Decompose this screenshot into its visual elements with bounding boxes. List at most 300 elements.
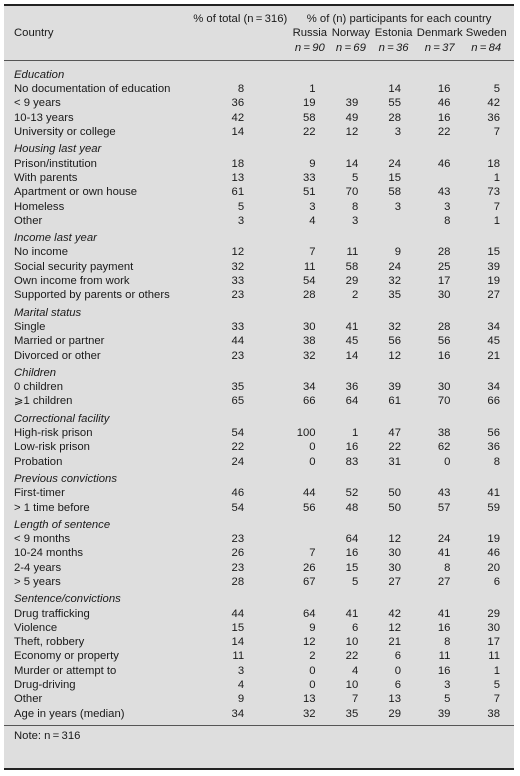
row-value: 56 xyxy=(437,335,451,348)
country-column-header xyxy=(4,6,170,26)
demographics-table xyxy=(4,6,514,743)
section-heading: Marital status xyxy=(14,306,82,319)
section-heading-row xyxy=(4,515,514,532)
row-value: 46 xyxy=(231,487,245,500)
row-value: 51 xyxy=(302,186,316,199)
row-value: 13 xyxy=(388,693,401,706)
section-heading: Correctional facility xyxy=(14,412,110,425)
row-value: 13 xyxy=(231,171,245,184)
row-label: Homeless xyxy=(14,200,65,213)
row-value: 22 xyxy=(231,441,245,454)
row-value: 5 xyxy=(351,171,359,184)
row-label: Drug trafficking xyxy=(14,607,90,620)
row-value: 42 xyxy=(388,607,401,620)
row-value: 55 xyxy=(388,97,401,110)
row-value: 27 xyxy=(487,289,500,302)
row-label: Violence xyxy=(14,621,58,634)
row-value: 64 xyxy=(345,533,359,546)
country-n-sweden: n = 84 xyxy=(464,41,514,61)
header-row-n xyxy=(4,41,514,61)
country-name-norway: Norway xyxy=(331,27,371,40)
row-value: 14 xyxy=(231,636,245,649)
row-value: 39 xyxy=(345,97,359,110)
row-value: 16 xyxy=(437,664,451,677)
row-value: 28 xyxy=(302,289,316,302)
table-row xyxy=(4,185,514,199)
row-value: 39 xyxy=(415,707,464,726)
row-value: 11 xyxy=(346,246,359,259)
row-value: 0 xyxy=(309,441,316,454)
row-value: 12 xyxy=(388,533,401,546)
table-row xyxy=(4,349,514,363)
table-row xyxy=(4,501,514,515)
row-value: 5 xyxy=(237,200,245,213)
total-column-header: % of total (n = 316) xyxy=(193,13,288,25)
row-label: Economy or property xyxy=(14,650,119,663)
row-value: 1 xyxy=(351,427,359,440)
row-value: 3 xyxy=(444,200,451,213)
row-value: 50 xyxy=(388,487,401,500)
row-value: 3 xyxy=(394,126,401,139)
row-value: 11 xyxy=(438,650,451,663)
row-value: 17 xyxy=(437,275,451,288)
row-value xyxy=(290,532,329,546)
row-value: 4 xyxy=(237,679,245,692)
row-value: 49 xyxy=(345,111,359,124)
row-value: 8 xyxy=(237,83,245,96)
section-heading-row xyxy=(4,469,514,486)
row-value: 22 xyxy=(345,650,359,663)
row-label: Supported by parents or others xyxy=(14,289,170,302)
row-value: 56 xyxy=(388,335,401,348)
row-value: 6 xyxy=(493,575,500,588)
row-value: 12 xyxy=(302,636,316,649)
table-row xyxy=(4,111,514,125)
row-value: 30 xyxy=(437,289,451,302)
row-value: 70 xyxy=(345,186,359,199)
section-heading: Previous convictions xyxy=(14,472,117,485)
table-row xyxy=(4,334,514,348)
row-value: 0 xyxy=(394,664,401,677)
row-value: 8 xyxy=(444,561,451,574)
row-value: 58 xyxy=(388,186,401,199)
row-value: 9 xyxy=(394,246,401,259)
row-value: 57 xyxy=(437,501,451,514)
row-value: 5 xyxy=(493,679,500,692)
row-value: 28 xyxy=(231,575,245,588)
row-label: Single xyxy=(14,320,46,333)
row-label: No income xyxy=(14,246,68,259)
row-value: 15 xyxy=(487,246,500,259)
table-row xyxy=(4,214,514,228)
row-value: 35 xyxy=(388,289,401,302)
table-row xyxy=(4,157,514,171)
table-row xyxy=(4,96,514,110)
row-value: 3 xyxy=(309,200,316,213)
row-value: 22 xyxy=(302,126,316,139)
row-value: 15 xyxy=(231,621,245,634)
row-value xyxy=(415,171,464,185)
row-value: 30 xyxy=(302,320,316,333)
section-heading: Income last year xyxy=(14,232,97,245)
row-value: 12 xyxy=(388,621,401,634)
row-value: 15 xyxy=(388,171,401,184)
row-value: 13 xyxy=(302,693,316,706)
row-value: 11 xyxy=(488,650,500,663)
section-heading: Education xyxy=(14,68,65,81)
row-value: 9 xyxy=(237,693,245,706)
row-label: 10-24 months xyxy=(14,547,84,560)
row-value: 48 xyxy=(345,501,359,514)
table-row xyxy=(4,707,514,726)
row-label: Own income from work xyxy=(14,275,130,288)
row-value: 50 xyxy=(388,501,401,514)
row-value: 44 xyxy=(231,607,245,620)
table-row xyxy=(4,200,514,214)
row-value xyxy=(372,214,415,228)
row-value: 32 xyxy=(231,260,245,273)
row-value: 0 xyxy=(309,664,316,677)
country-n-norway: n = 69 xyxy=(330,41,373,61)
row-value: 25 xyxy=(437,260,451,273)
table-row xyxy=(4,455,514,469)
row-value: 12 xyxy=(231,246,245,259)
row-value: 16 xyxy=(437,621,451,634)
row-value: 30 xyxy=(388,547,401,560)
row-value: 66 xyxy=(487,395,500,408)
row-value: 3 xyxy=(444,679,451,692)
row-label: Probation xyxy=(14,455,63,468)
row-value: 24 xyxy=(231,455,245,468)
row-value: 27 xyxy=(388,575,401,588)
row-value: 5 xyxy=(444,693,451,706)
row-value: 7 xyxy=(309,246,316,259)
row-value: 1 xyxy=(309,83,316,96)
row-value: 16 xyxy=(437,349,451,362)
row-value: 70 xyxy=(437,395,451,408)
row-value: 64 xyxy=(345,395,359,408)
row-value: 14 xyxy=(388,83,401,96)
row-value: 73 xyxy=(487,186,500,199)
row-label: 2-4 years xyxy=(14,561,62,574)
row-value: 46 xyxy=(437,157,451,170)
row-value: 36 xyxy=(231,97,245,110)
row-label: University or college xyxy=(14,126,116,139)
row-value: 0 xyxy=(309,679,316,692)
row-value: 39 xyxy=(388,381,401,394)
table-row xyxy=(4,394,514,408)
row-label: Theft, robbery xyxy=(14,636,85,649)
row-value: 64 xyxy=(302,607,316,620)
row-value: 32 xyxy=(388,275,401,288)
table-row xyxy=(4,245,514,259)
table-row xyxy=(4,649,514,663)
section-heading-row xyxy=(4,228,514,245)
row-value: 34 xyxy=(487,381,500,394)
row-value: 43 xyxy=(437,487,451,500)
country-name-sweden: Sweden xyxy=(465,27,507,40)
row-value: 19 xyxy=(487,533,500,546)
row-value: 11 xyxy=(232,650,245,663)
row-value: 7 xyxy=(351,693,359,706)
section-heading-row xyxy=(4,409,514,426)
table-row xyxy=(4,678,514,692)
table-row xyxy=(4,575,514,589)
row-value: 61 xyxy=(231,186,245,199)
country-name-denmark: Denmark xyxy=(416,27,463,40)
row-label: Drug-driving xyxy=(14,679,76,692)
row-value: 54 xyxy=(302,275,316,288)
row-value: 24 xyxy=(437,533,451,546)
row-label: > 1 time before xyxy=(14,501,90,514)
row-value: 38 xyxy=(437,427,451,440)
row-value: 9 xyxy=(309,621,316,634)
row-label: Social security payment xyxy=(14,260,134,273)
row-value: 21 xyxy=(388,636,401,649)
row-value: 19 xyxy=(302,97,316,110)
row-value: 0 xyxy=(309,455,316,468)
row-value: 66 xyxy=(302,395,316,408)
row-value: 7 xyxy=(493,126,500,139)
table-row xyxy=(4,320,514,334)
row-value: 19 xyxy=(487,275,500,288)
row-value: 35 xyxy=(330,707,373,726)
row-value: 45 xyxy=(345,335,359,348)
table-row xyxy=(4,621,514,635)
countries-group-header: % of (n) participants for each country xyxy=(306,13,492,25)
row-value: 65 xyxy=(231,395,245,408)
row-label: 0 children xyxy=(14,381,63,394)
table-row xyxy=(4,635,514,649)
row-value: 26 xyxy=(231,547,245,560)
row-value: 44 xyxy=(302,487,316,500)
row-value: 6 xyxy=(394,679,401,692)
row-value: 32 xyxy=(302,349,316,362)
row-value: 0 xyxy=(444,455,451,468)
row-value: 29 xyxy=(487,607,500,620)
section-heading-row xyxy=(4,60,514,82)
section-heading: Length of sentence xyxy=(14,518,111,531)
section-heading: Sentence/convictions xyxy=(14,593,121,606)
table-row xyxy=(4,546,514,560)
row-value: 54 xyxy=(231,501,245,514)
row-value: 6 xyxy=(394,650,401,663)
row-value: 18 xyxy=(231,157,245,170)
row-value: 17 xyxy=(487,636,500,649)
row-value: 26 xyxy=(302,561,316,574)
row-value: 9 xyxy=(309,157,316,170)
table-row xyxy=(4,288,514,302)
row-value: 41 xyxy=(487,487,500,500)
header-row-1 xyxy=(4,6,514,26)
row-value: 83 xyxy=(345,455,359,468)
row-value: 28 xyxy=(437,320,451,333)
section-heading-row xyxy=(4,139,514,156)
row-label: < 9 years xyxy=(14,97,61,110)
row-value: 10 xyxy=(345,679,359,692)
row-value: 52 xyxy=(345,487,359,500)
row-value: 28 xyxy=(388,111,401,124)
row-value: 33 xyxy=(302,171,316,184)
section-heading-row xyxy=(4,363,514,380)
row-value: 36 xyxy=(487,441,500,454)
row-value: 38 xyxy=(302,335,316,348)
row-value: 8 xyxy=(444,214,451,227)
row-value: 14 xyxy=(231,126,245,139)
row-value: 46 xyxy=(487,547,500,560)
row-value: 30 xyxy=(388,561,401,574)
row-value: 41 xyxy=(345,320,359,333)
row-value: 20 xyxy=(487,561,500,574)
row-value: 11 xyxy=(303,260,316,273)
row-value: 24 xyxy=(388,157,401,170)
row-value: 58 xyxy=(345,260,359,273)
demographics-table-panel xyxy=(4,4,514,770)
row-value: 32 xyxy=(290,707,329,726)
row-value: 58 xyxy=(302,111,316,124)
row-value: 29 xyxy=(372,707,415,726)
row-value: 7 xyxy=(493,693,500,706)
note-row xyxy=(4,725,514,743)
row-value: 12 xyxy=(388,349,401,362)
row-value: 59 xyxy=(487,501,500,514)
row-value: 2 xyxy=(351,289,359,302)
row-label: Low-risk prison xyxy=(14,441,90,454)
row-value: 16 xyxy=(345,547,359,560)
table-row xyxy=(4,82,514,96)
row-value: 42 xyxy=(487,97,500,110)
row-value: 23 xyxy=(231,349,245,362)
row-value: 38 xyxy=(464,707,514,726)
table-row xyxy=(4,607,514,621)
row-value: 67 xyxy=(302,575,316,588)
row-value: 3 xyxy=(237,664,245,677)
row-value: 5 xyxy=(493,83,500,96)
row-value: 43 xyxy=(437,186,451,199)
row-value: 12 xyxy=(345,126,359,139)
row-value: 15 xyxy=(345,561,359,574)
row-label: Other xyxy=(14,214,43,227)
row-value: 1 xyxy=(493,664,500,677)
row-value: 30 xyxy=(437,381,451,394)
table-row xyxy=(4,125,514,139)
row-value: 6 xyxy=(351,621,359,634)
row-value: 46 xyxy=(437,97,451,110)
row-value: 56 xyxy=(302,501,316,514)
row-value xyxy=(330,82,373,96)
section-heading: Children xyxy=(14,366,57,379)
row-value: 34 xyxy=(302,381,316,394)
row-value: 27 xyxy=(437,575,451,588)
row-value: 44 xyxy=(231,335,245,348)
table-row xyxy=(4,274,514,288)
row-value: 61 xyxy=(388,395,401,408)
row-label: First-timer xyxy=(14,487,65,500)
row-value: 41 xyxy=(345,607,359,620)
table-row xyxy=(4,440,514,454)
row-value: 21 xyxy=(487,349,500,362)
row-label: Married or partner xyxy=(14,335,105,348)
row-value: 1 xyxy=(493,214,500,227)
row-value: 28 xyxy=(437,246,451,259)
row-label: ⩾1 children xyxy=(14,395,73,408)
row-value: 18 xyxy=(487,157,500,170)
row-value: 14 xyxy=(345,157,359,170)
row-value: 4 xyxy=(351,664,359,677)
row-value: 8 xyxy=(444,636,451,649)
table-row xyxy=(4,171,514,185)
country-n-russia: n = 90 xyxy=(290,41,329,61)
row-value: 100 xyxy=(296,427,316,440)
table-row xyxy=(4,664,514,678)
row-value: 30 xyxy=(487,621,500,634)
row-value: 24 xyxy=(388,260,401,273)
row-value: 7 xyxy=(309,547,316,560)
country-n-denmark: n = 37 xyxy=(415,41,464,61)
table-row xyxy=(4,692,514,706)
section-heading: Housing last year xyxy=(14,143,102,156)
row-label: > 5 years xyxy=(14,575,61,588)
row-value: 23 xyxy=(231,533,245,546)
row-value: 62 xyxy=(437,441,451,454)
country-n-estonia: n = 36 xyxy=(372,41,415,61)
table-row xyxy=(4,380,514,394)
row-value: 8 xyxy=(493,455,500,468)
row-value: 10 xyxy=(345,636,359,649)
row-value: 33 xyxy=(231,275,245,288)
table-row xyxy=(4,260,514,274)
row-value: 47 xyxy=(388,427,401,440)
row-value: 22 xyxy=(388,441,401,454)
row-value: 23 xyxy=(231,289,245,302)
row-label: Other xyxy=(14,693,43,706)
table-row xyxy=(4,532,514,546)
row-value: 16 xyxy=(345,441,359,454)
row-value: 32 xyxy=(388,320,401,333)
row-value: 54 xyxy=(231,427,245,440)
row-value: 39 xyxy=(487,260,500,273)
table-row xyxy=(4,561,514,575)
row-label: Prison/institution xyxy=(14,157,97,170)
row-value: 31 xyxy=(388,455,401,468)
table-row xyxy=(4,426,514,440)
section-heading-row xyxy=(4,303,514,320)
row-value: 36 xyxy=(487,111,500,124)
row-value: 29 xyxy=(345,275,359,288)
row-value: 41 xyxy=(437,547,451,560)
row-label: < 9 months xyxy=(14,533,71,546)
row-label: Apartment or own house xyxy=(14,186,138,199)
row-value: 4 xyxy=(309,214,316,227)
row-label: Murder or attempt to xyxy=(14,664,117,677)
row-value: 3 xyxy=(394,200,401,213)
row-value: 3 xyxy=(351,214,359,227)
row-value: 16 xyxy=(437,83,451,96)
country-label: Country xyxy=(14,27,54,40)
row-value: 22 xyxy=(437,126,451,139)
row-label: High-risk prison xyxy=(14,427,93,440)
row-label: Divorced or other xyxy=(14,349,101,362)
row-value: 34 xyxy=(170,707,290,726)
row-value: 2 xyxy=(309,650,316,663)
row-value: 3 xyxy=(237,214,245,227)
country-name-russia: Russia xyxy=(292,27,328,40)
row-value: 14 xyxy=(345,349,359,362)
country-name-estonia: Estonia xyxy=(374,27,413,40)
row-value: 1 xyxy=(493,171,500,184)
header-row-country xyxy=(4,26,514,40)
section-heading-row xyxy=(4,589,514,606)
